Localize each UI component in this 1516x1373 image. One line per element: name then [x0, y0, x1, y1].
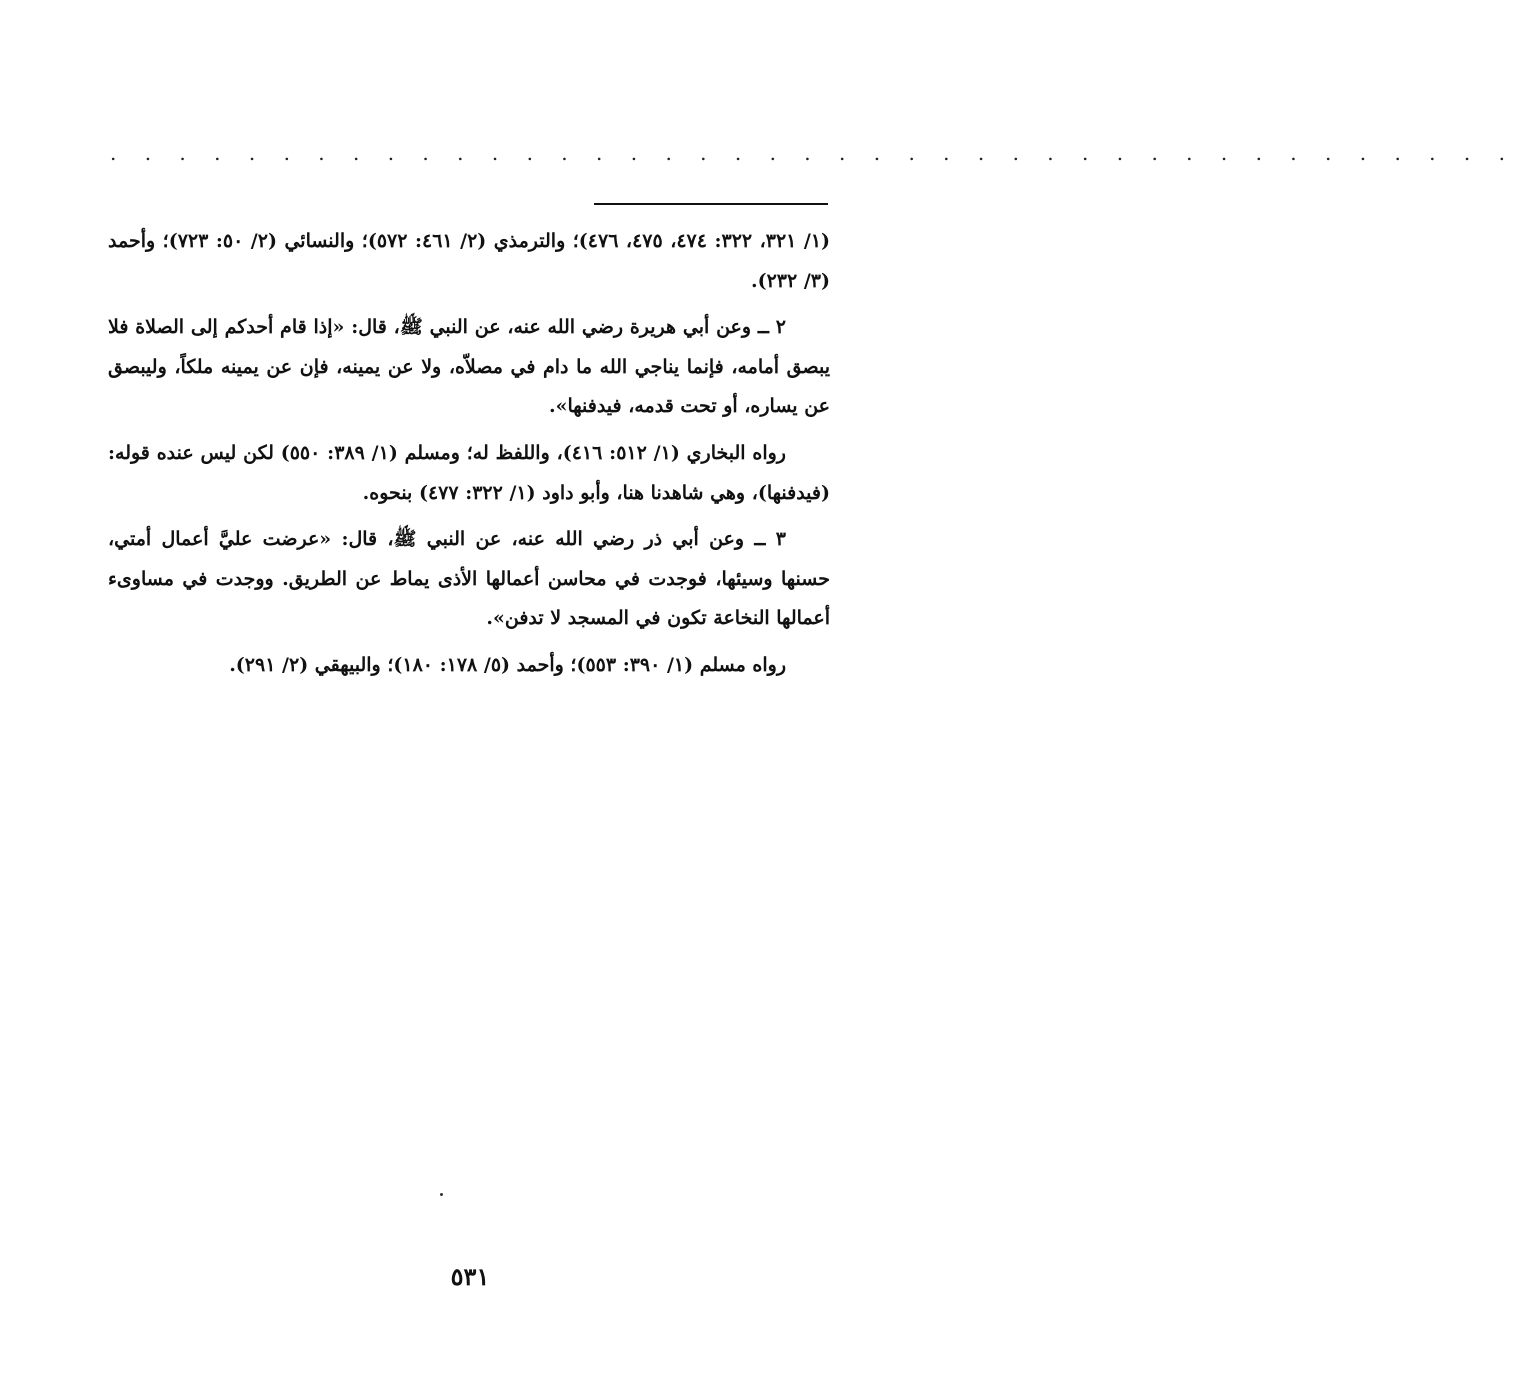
page-number: ٥٣١ [450, 1262, 490, 1291]
hadith-3-paragraph: ٣ ــ وعن أبي ذر رضي الله عنه، عن النبي ﷺ، قال: «عرضت عليَّ أعمال أمتي، حسنها وسيئها، فوجدت في محاسن أعمالها الأذى يماط عن الطريق. ووجدت في مساوىء أعمالها النخاعة تكون في المسجد لا تدفن». [108, 528, 830, 630]
header-dotted-line: . . . . . . . . . . . . . . . . . . . . . . . . . . . . . . . . . . . . . . . . . [110, 141, 1516, 165]
hadith-3-takhrij: رواه مسلم (١/ ٣٩٠: ٥٥٣)؛ وأحمد (٥/ ١٧٨: ١٨٠)؛ والبيهقي (٢/ ٢٩١). [229, 653, 786, 676]
scan-speck [440, 1193, 443, 1196]
hadith-2-takhrij: رواه البخاري (١/ ٥١٢: ٤١٦)، واللفظ له؛ ومسلم (١/ ٣٨٩: ٥٥٠) لكن ليس عنده قوله: (فيدفنها)، وهي شاهدنا هنا، وأبو داود (١/ ٣٢٢: ٤٧٧) بنحوه. [108, 441, 830, 504]
page-body [108, 222, 830, 693]
footnote-separator-rule [594, 203, 828, 205]
footnote-continuation: (١/ ٣٢١، ٣٢٢: ٤٧٤، ٤٧٥، ٤٧٦)؛ والترمذي (٢/ ٤٦١: ٥٧٢)؛ والنسائي (٢/ ٥٠: ٧٢٣)؛ وأحمد (٣/ ٢٣٢). [108, 230, 831, 292]
hadith-2-paragraph: ٢ ــ وعن أبي هريرة رضي الله عنه، عن النبي ﷺ، قال: «إذا قام أحدكم إلى الصلاة فلا يبصق أمامه، فإنما يناجي الله ما دام في مصلاّه، ولا عن يمينه، فإن عن يمينه ملكاً، وليبصق عن يساره، أو تحت قدمه، فيدفنها». [108, 316, 830, 418]
